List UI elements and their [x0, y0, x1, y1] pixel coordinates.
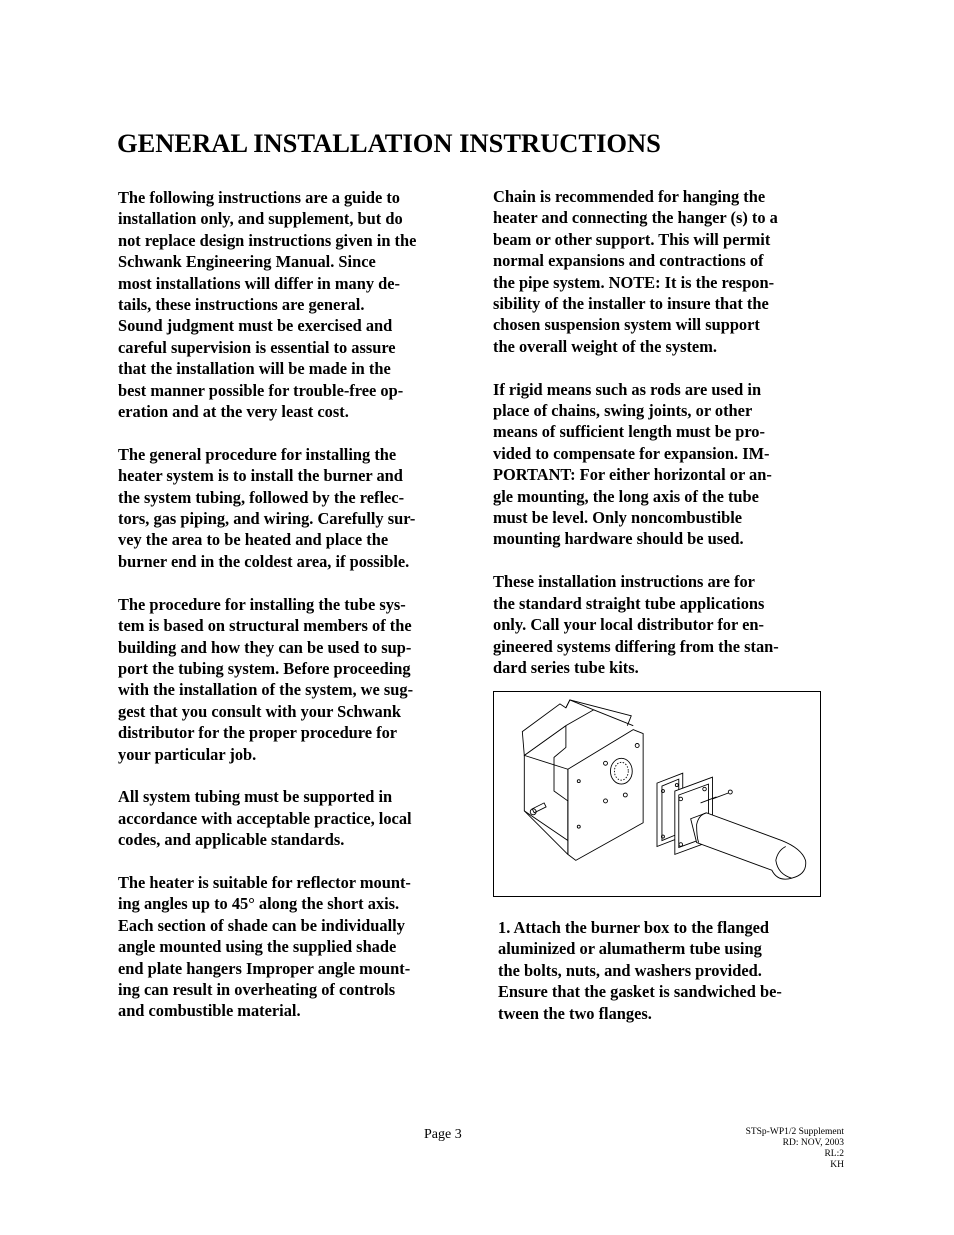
paragraph-tube-system: The procedure for installing the tube sys- tem is based on structural members of the building and how they can be used to sup- port the tubing system. Before proceeding with the installation of the system, we sug- gest that you consult with your Schwank distributor for the proper procedure for your particular job. — [118, 594, 414, 764]
doc-line: STSp-WP1/2 Supplement — [745, 1127, 844, 1137]
step-1-instruction: 1. Attach the burner box to the flanged aluminized or alumatherm tube using the bolts, nuts, and washers provided. Ensure that the gasket is sandwiched be- tween the two flanges. — [498, 918, 782, 1023]
doc-line: KH — [830, 1160, 844, 1170]
document-info — [746, 1127, 844, 1171]
page-title: GENERAL INSTALLATION INSTRUCTIONS — [117, 128, 661, 158]
burner-box-illustration — [493, 691, 821, 897]
paragraph-chain-hanging: Chain is recommended for hanging the heater and connecting the hanger (s) to a beam or other support. This will permit normal expansions and contractions of the pipe system. NOTE: It is the respon- sibility of the installer to insure that the chosen suspension system will support the overall weight of the system. — [493, 187, 778, 356]
paragraph-tubing-support: All system tubing must be supported in accordance with acceptable practice, local codes, and applicable standards. — [118, 787, 412, 850]
paragraph-standard-applications: These installation instructions are for the standard straight tube applications only. Call your local distributor for en- gineered systems differing from the stan- dard series tube kits. — [493, 572, 779, 677]
paragraph-intro: The following instructions are a guide to installation only, and supplement, but do not replace design instructions given in the Schwank Engineering Manual. Since most installations will differ in many de- tails, these instructions are general. Sound judgment must be exercised and careful supervision is essential to assure that the installation will be made in the best manner possible for trouble-free op- eration and at the very least cost. — [118, 188, 417, 422]
doc-line: RD: NOV, 2003 — [782, 1138, 844, 1148]
burner-box-side — [568, 730, 643, 861]
burner-box-top — [522, 700, 593, 755]
doc-line: RL:2 — [824, 1149, 844, 1159]
page-number: Page 3 — [424, 1127, 462, 1142]
paragraph-general-procedure: The general procedure for installing the heater system is to install the burner and the system tubing, followed by the reflec- tors, gas piping, and wiring. Carefully sur- vey the area to be heated and place the burner end in the coldest area, if possible. — [118, 444, 416, 571]
radiant-tube — [691, 813, 806, 879]
paragraph-rigid-means: If rigid means such as rods are used in place of chains, swing joints, or other means of sufficient length must be pro- vided to compensate for expansion. IM- PORTANT: For either horizontal or an- gle mounting, the long axis of the tube must be level. Only noncombustible mounting hardware should be used. — [493, 379, 772, 549]
gas-fitting — [532, 803, 546, 813]
left-column — [118, 187, 468, 1022]
paragraph-reflector-mounting: The heater is suitable for reflector mount- ing angles up to 45° along the short axis. Each section of shade can be individually angle mounted using the supplied shade end plate hangers Improper angle mount- ing can result in overheating of controls and combustible material. — [118, 872, 411, 1021]
right-column — [493, 186, 833, 678]
